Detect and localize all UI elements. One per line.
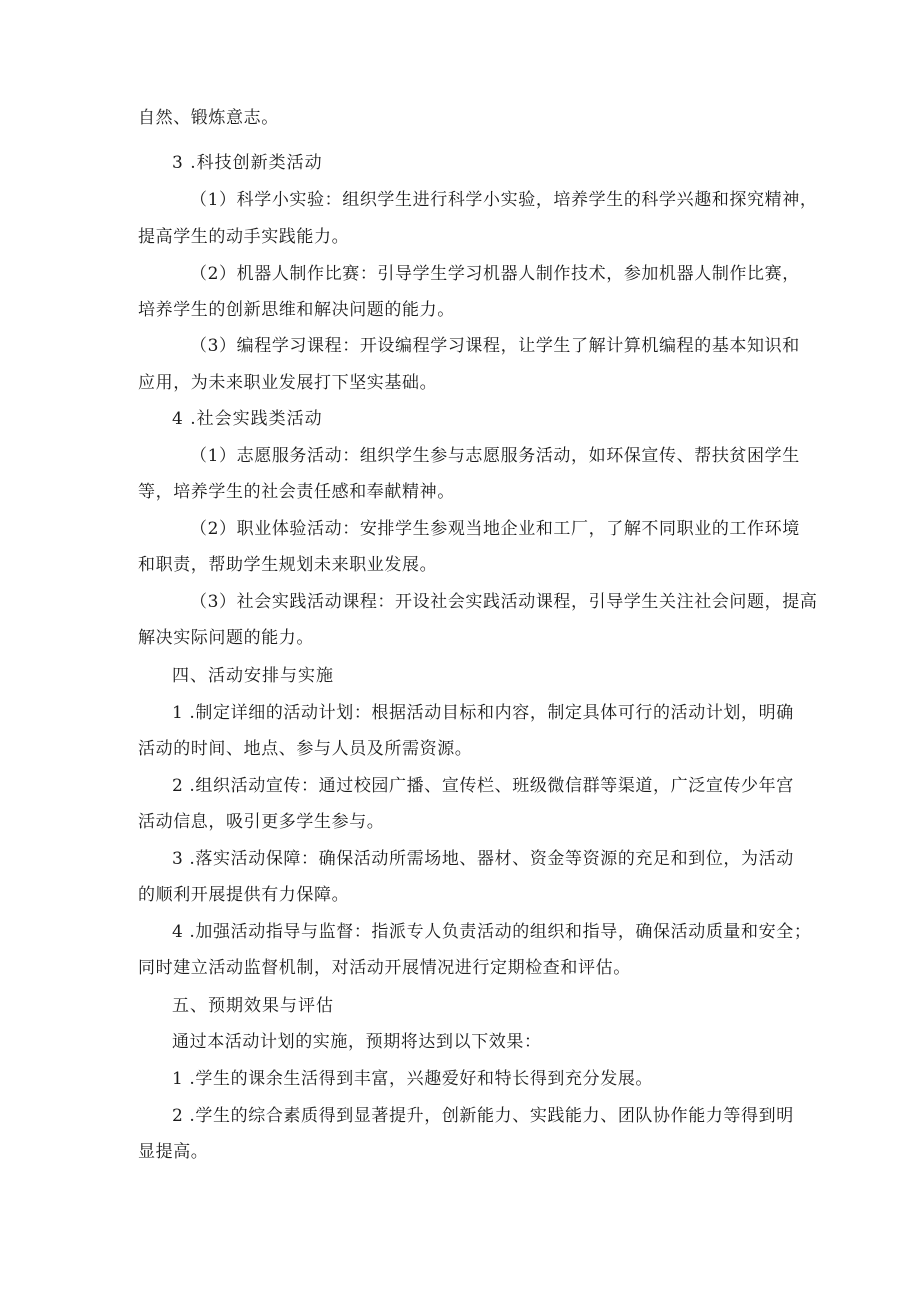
- subheading-social-practice: 4 .社会实践类活动: [172, 409, 323, 429]
- paragraph-line: （2）职业体验活动：安排学生参观当地企业和工厂，了解不同职业的工作环境: [190, 519, 800, 539]
- paragraph-line: 4 .加强活动指导与监督：指派专人负责活动的组织和指导，确保活动质量和安全；: [172, 922, 812, 942]
- paragraph-line: （3）编程学习课程：开设编程学习课程，让学生了解计算机编程的基本知识和: [190, 336, 800, 356]
- paragraph-line: 活动的时间、地点、参与人员及所需资源。: [138, 739, 473, 759]
- paragraph-line: 通过本活动计划的实施，预期将达到以下效果：: [172, 1032, 542, 1052]
- paragraph-line: （2）机器人制作比赛：引导学生学习机器人制作技术，参加机器人制作比赛，: [190, 264, 800, 284]
- paragraph-line: 自然、锻炼意志。: [138, 108, 279, 128]
- section-heading-5: 五、预期效果与评估: [172, 996, 334, 1016]
- paragraph-line: 1 .学生的课余生活得到丰富，兴趣爱好和特长得到充分发展。: [172, 1069, 654, 1089]
- paragraph-line: 同时建立活动监督机制，对活动开展情况进行定期检查和评估。: [138, 958, 631, 978]
- paragraph-line: 解决实际问题的能力。: [138, 628, 314, 648]
- paragraph-line: 提高学生的动手实践能力。: [138, 227, 350, 247]
- paragraph-line: 2 .组织活动宣传：通过校园广播、宣传栏、班级微信群等渠道，广泛宣传少年宫: [172, 776, 794, 796]
- paragraph-line: 活动信息，吸引更多学生参与。: [138, 812, 385, 832]
- paragraph-line: （1）科学小实验：组织学生进行科学小实验，培养学生的科学兴趣和探究精神，: [190, 190, 818, 210]
- paragraph-line: 3 .落实活动保障：确保活动所需场地、器材、资金等资源的充足和到位，为活动: [172, 849, 794, 869]
- paragraph-line: 显提高。: [138, 1142, 209, 1162]
- paragraph-line: 应用，为未来职业发展打下坚实基础。: [138, 373, 438, 393]
- paragraph-line: （3）社会实践活动课程：开设社会实践活动课程，引导学生关注社会问题，提高: [190, 592, 818, 612]
- paragraph-line: 等，培养学生的社会责任感和奉献精神。: [138, 482, 455, 502]
- paragraph-line: 培养学生的创新思维和解决问题的能力。: [138, 300, 455, 320]
- paragraph-line: （1）志愿服务活动：组织学生参与志愿服务活动，如环保宣传、帮扶贫困学生: [190, 446, 800, 466]
- paragraph-line: 的顺利开展提供有力保障。: [138, 885, 350, 905]
- section-heading-4: 四、活动安排与实施: [172, 666, 334, 686]
- paragraph-line: 2 .学生的综合素质得到显著提升，创新能力、实践能力、团队协作能力等得到明: [172, 1106, 794, 1126]
- paragraph-line: 1 .制定详细的活动计划：根据活动目标和内容，制定具体可行的活动计划，明确: [172, 703, 794, 723]
- subheading-tech-innovation: 3 .科技创新类活动: [172, 153, 323, 173]
- paragraph-line: 和职责，帮助学生规划未来职业发展。: [138, 555, 438, 575]
